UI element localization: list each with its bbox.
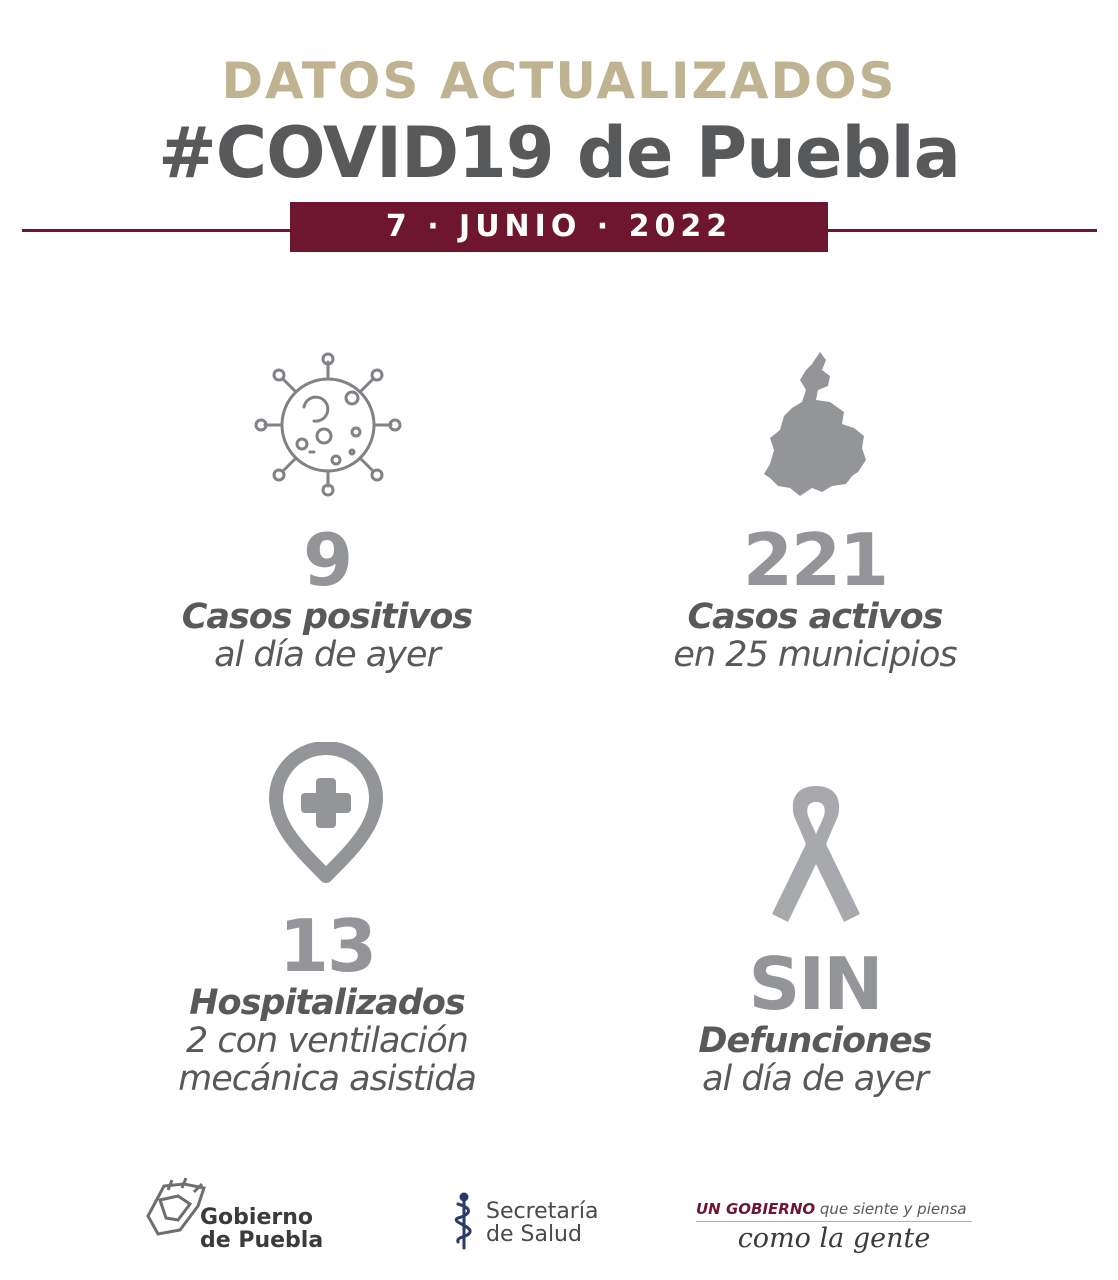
deaths-value: SIN bbox=[748, 942, 882, 1026]
ribbon-icon bbox=[766, 780, 866, 926]
hospitalized-label: Hospitalizados bbox=[189, 983, 465, 1023]
puebla-map-icon bbox=[760, 350, 870, 498]
gobierno-puebla-logo bbox=[138, 1176, 338, 1252]
deaths-label: Defunciones bbox=[698, 1021, 932, 1061]
virus-icon bbox=[252, 352, 404, 498]
positive-cases-value: 9 bbox=[302, 518, 352, 602]
positive-cases-sub: al día de ayer bbox=[214, 635, 440, 675]
salud-line-2: de Salud bbox=[486, 1222, 582, 1247]
hospitalized-sub-2: mecánica asistida bbox=[178, 1059, 476, 1099]
active-cases-label: Casos activos bbox=[687, 597, 943, 637]
slogan-bottom: como la gente bbox=[737, 1223, 931, 1254]
slogan-logo bbox=[696, 1200, 972, 1256]
secretaria-salud-logo bbox=[452, 1190, 622, 1252]
header-kicker: DATOS ACTUALIZADOS bbox=[221, 52, 897, 110]
stat-deaths bbox=[605, 942, 1025, 1099]
slogan-rest: que siente y piensa bbox=[815, 1200, 967, 1218]
slogan-divider bbox=[696, 1221, 972, 1222]
gobierno-line-1: Gobierno bbox=[200, 1205, 314, 1230]
positive-cases-label: Casos positivos bbox=[181, 597, 473, 637]
stat-active-cases bbox=[605, 518, 1025, 675]
hospital-pin-icon bbox=[266, 742, 386, 888]
gobierno-line-2: de Puebla bbox=[200, 1228, 324, 1253]
stat-positive-cases bbox=[117, 518, 537, 675]
slogan-strong: UN GOBIERNO bbox=[696, 1200, 816, 1218]
slogan-top bbox=[696, 1200, 972, 1218]
deaths-sub: al día de ayer bbox=[702, 1059, 928, 1099]
date-banner: 7 · JUNIO · 2022 bbox=[290, 202, 828, 252]
active-cases-sub: en 25 municipios bbox=[673, 635, 957, 675]
caduceus-icon bbox=[452, 1192, 476, 1250]
salud-line-1: Secretaría bbox=[486, 1199, 599, 1224]
stat-hospitalized bbox=[117, 904, 537, 1099]
page-title: #COVID19 de Puebla bbox=[158, 112, 960, 194]
hospitalized-sub-1: 2 con ventilación bbox=[186, 1021, 468, 1061]
active-cases-value: 221 bbox=[742, 518, 888, 602]
hospitalized-value: 13 bbox=[278, 904, 376, 988]
